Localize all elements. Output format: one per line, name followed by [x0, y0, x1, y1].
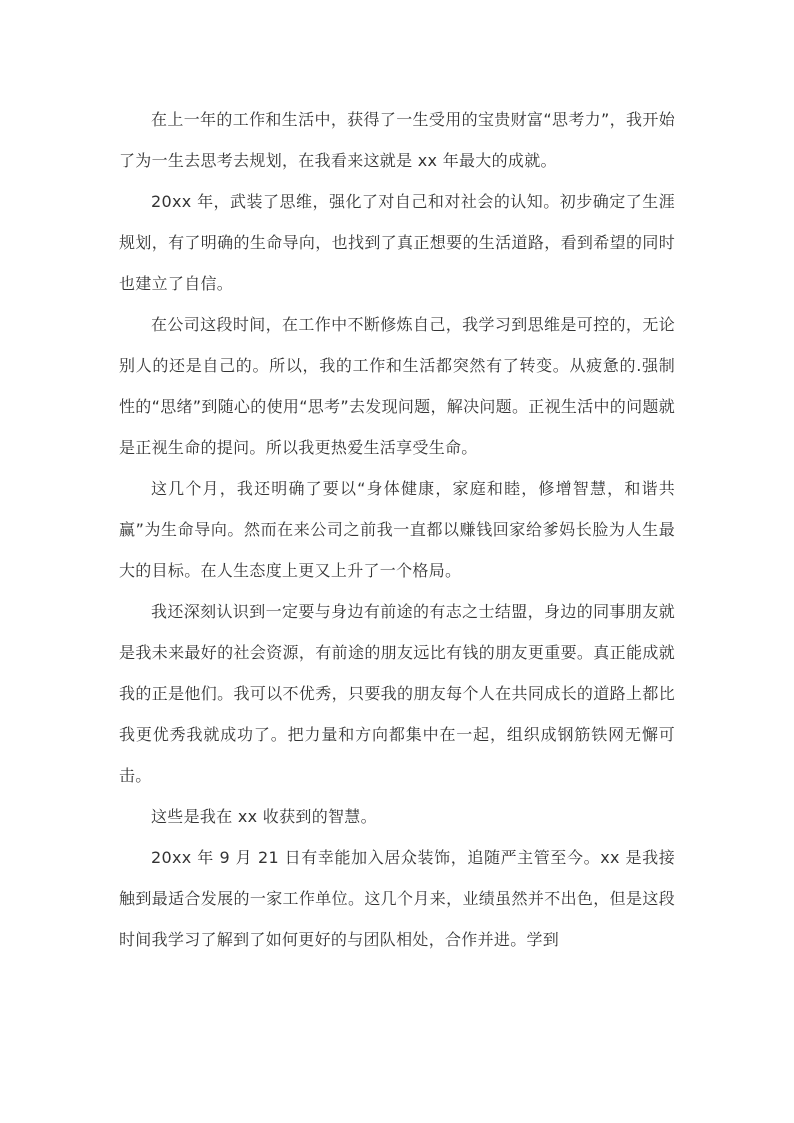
paragraph: 这些是我在 xx 收获到的智慧。 [151, 807, 377, 826]
paragraph: 在上一年的工作和生活中，获得了一生受用的宝贵财富“思考力”，我开始了为一生去思考去规划，在我看来这就是 xx 年最大的成就。 [119, 110, 675, 170]
paragraph: 我还深刻认识到一定要与身边有前途的有志之士结盟，身边的同事朋友就是我未来最好的社会资源，有前途的朋友远比有钱的朋友更重要。真正能成就我的正是他们。我可以不优秀，只要我的朋友每个人在共同成长的道路上都比我更优秀我就成功了。把力量和方向都集中在一起，组织成钢筋铁网无懈可击。 [119, 602, 675, 785]
document-body [119, 99, 675, 960]
paragraph: 这几个月，我还明确了要以“身体健康，家庭和睦，修增智慧，和谐共赢”为生命导向。然而在来公司之前我一直都以赚钱回家给爹妈长脸为人生最大的目标。在人生态度上更又上升了一个格局。 [119, 479, 675, 580]
paragraph: 20xx 年 9 月 21 日有幸能加入居众装饰，追随严主管至今。xx 是我接触到最适合发展的一家工作单位。这几个月来，业绩虽然并不出色，但是这段时间我学习了解到了如何更好的与团队相处，合作并进。学到 [119, 848, 675, 949]
paragraph: 在公司这段时间，在工作中不断修炼自己，我学习到思维是可控的，无论别人的还是自己的。所以，我的工作和生活都突然有了转变。从疲惫的.强制性的“思绪”到随心的使用“思考”去发现问题，解决问题。正视生活中的问题就是正视生命的提问。所以我更热爱生活享受生命。 [119, 315, 675, 457]
paragraph: 20xx 年，武装了思维，强化了对自己和对社会的认知。初步确定了生涯规划，有了明确的生命导向，也找到了真正想要的生活道路，看到希望的同时也建立了自信。 [119, 192, 675, 293]
